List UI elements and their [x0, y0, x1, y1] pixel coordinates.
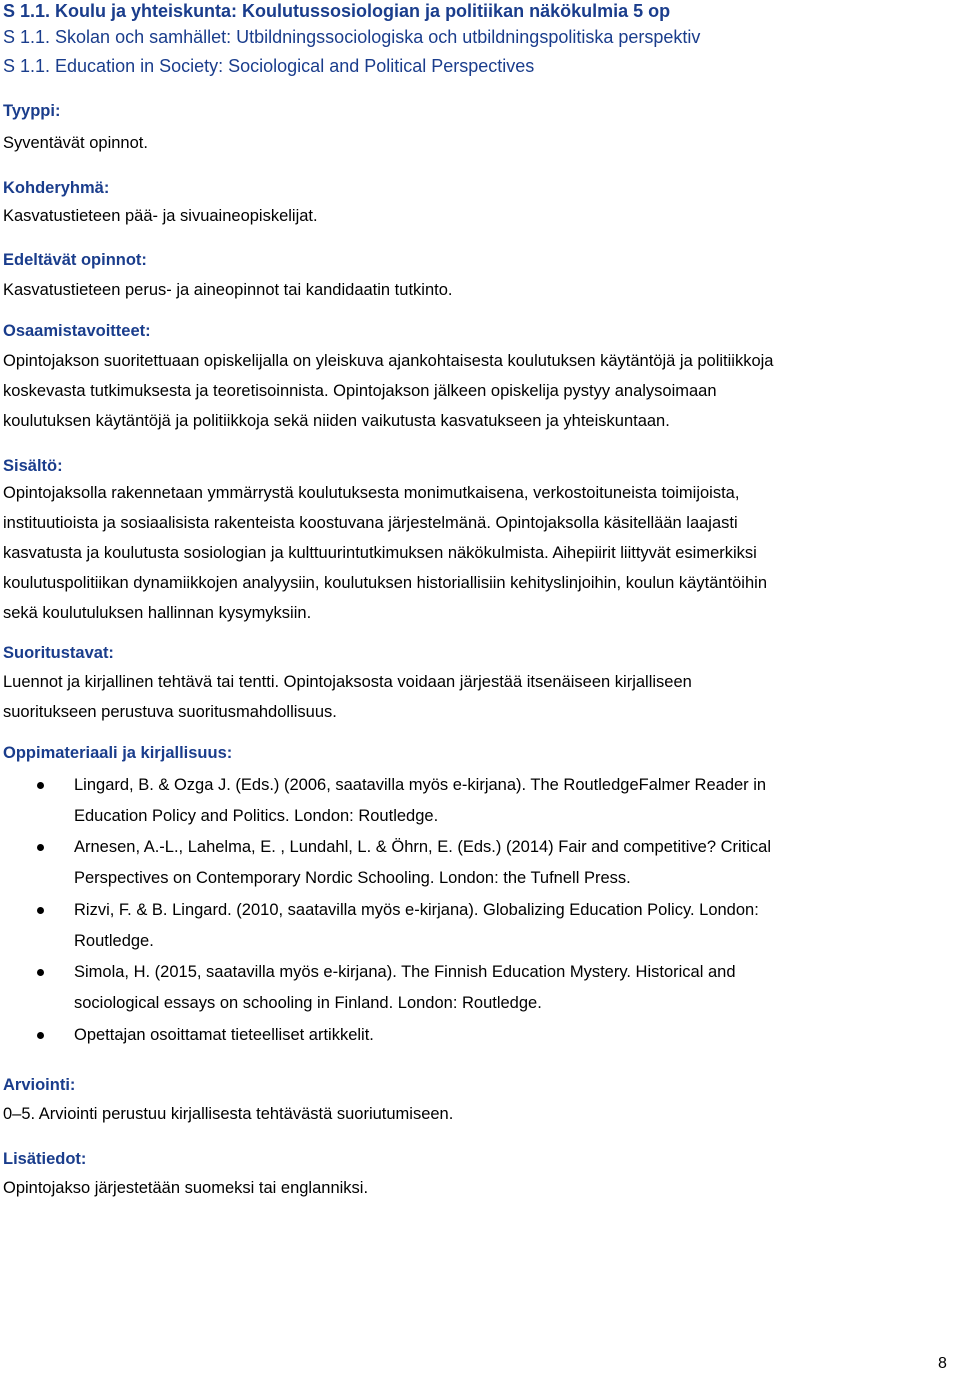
additional-info-value: Opintojakso järjestetään suomeksi tai englanniksi.: [3, 1179, 369, 1197]
additional-info-heading: Lisätiedot:: [3, 1150, 87, 1168]
literature-item: Arnesen, A.-L., Lahelma, E. , Lundahl, L. & Öhrn, E. (Eds.) (2014) Fair and competitive? Critical Perspectives on Contemporary Nordic Schooling. London: the Tufnell Press.: [74, 838, 771, 887]
course-titles: [3, 0, 700, 81]
grading-value: 0–5. Arviointi perustuu kirjallisesta tehtävästä suoriutumiseen.: [3, 1105, 454, 1123]
course-title-finnish: S 1.1. Koulu ja yhteiskunta: Koulutussosiologian ja politiikan näkökulmia 5 op: [3, 1, 671, 21]
list-bullet: [37, 844, 44, 851]
prerequisites-value: Kasvatustieteen perus- ja aineopinnot tai kandidaatin tutkinto.: [3, 281, 453, 299]
target-group-heading: Kohderyhmä:: [3, 179, 110, 197]
learning-outcomes-text: Opintojakson suoritettuaan opiskelijalla on yleiskuva ajankohtaisesta koulutuksen käytäntöjä ja politiikkoja koskevasta tutkimuksesta ja teoretisoinnista. Opintojakson jälkeen opiskelija pystyy analysoimaan koulutuksen käytäntöjä ja politiikkoja sekä niiden vaikutusta kasvatukseen ja yhteiskuntaan.: [3, 352, 774, 430]
prerequisites-heading: Edeltävät opinnot:: [3, 251, 147, 269]
target-group-value: Kasvatustieteen pää- ja sivuaineopiskelijat.: [3, 207, 318, 225]
course-title-english: S 1.1. Education in Society: Sociological and Political Perspectives: [3, 56, 535, 76]
list-bullet: [37, 1032, 44, 1039]
type-value: Syventävät opinnot.: [3, 134, 148, 152]
list-bullet: [37, 907, 44, 914]
literature-heading: Oppimateriaali ja kirjallisuus:: [3, 744, 233, 762]
literature-item: Opettajan osoittamat tieteelliset artikkelit.: [74, 1026, 374, 1044]
type-heading: Tyyppi:: [3, 102, 61, 120]
list-bullet: [37, 969, 44, 976]
literature-item: Rizvi, F. & B. Lingard. (2010, saatavilla myös e-kirjana). Globalizing Education Policy. London: Routledge.: [74, 901, 759, 950]
course-title-swedish: S 1.1. Skolan och samhället: Utbildningssociologiska och utbildningspolitiska perspektiv: [3, 27, 701, 47]
list-bullet: [37, 782, 44, 789]
literature-item: Lingard, B. & Ozga J. (Eds.) (2006, saatavilla myös e-kirjana). The RoutledgeFalmer Reader in Education Policy and Politics. London: Routledge.: [74, 776, 767, 825]
content-text: Opintojaksolla rakennetaan ymmärrystä koulutuksesta monimutkaisena, verkostoituneista toimijoista, instituutioista ja sosiaalisista rakenteista koostuvana järjestelmänä. Opintojaksolla käsitellään laajasti kasvatusta ja koulutusta sosiologian ja kulttuurintutkimuksen näkökulmista. Aihepiirit liittyvät esimerkiksi koulutuspolitiikan dynamiikkojen analyysiin, koulutuksen historiallisiin kehityslinjoihin, koulun käytäntöihin sekä koulutuluksen hallinnan kysymyksiin.: [3, 484, 767, 622]
content-heading: Sisältö:: [3, 457, 63, 475]
learning-outcomes-heading: Osaamistavoitteet:: [3, 322, 151, 340]
grading-heading: Arviointi:: [3, 1076, 76, 1094]
literature-item: Simola, H. (2015, saatavilla myös e-kirjana). The Finnish Education Mystery. Historical and sociological essays on schooling in Finland. London: Routledge.: [74, 963, 736, 1012]
completion-modes-text: Luennot ja kirjallinen tehtävä tai tentti. Opintojaksosta voidaan järjestää itsenäiseen kirjalliseen suoritukseen perustuva suoritusmahdollisuus.: [3, 673, 692, 721]
completion-modes-heading: Suoritustavat:: [3, 644, 114, 662]
page-number: 8: [938, 1355, 947, 1372]
